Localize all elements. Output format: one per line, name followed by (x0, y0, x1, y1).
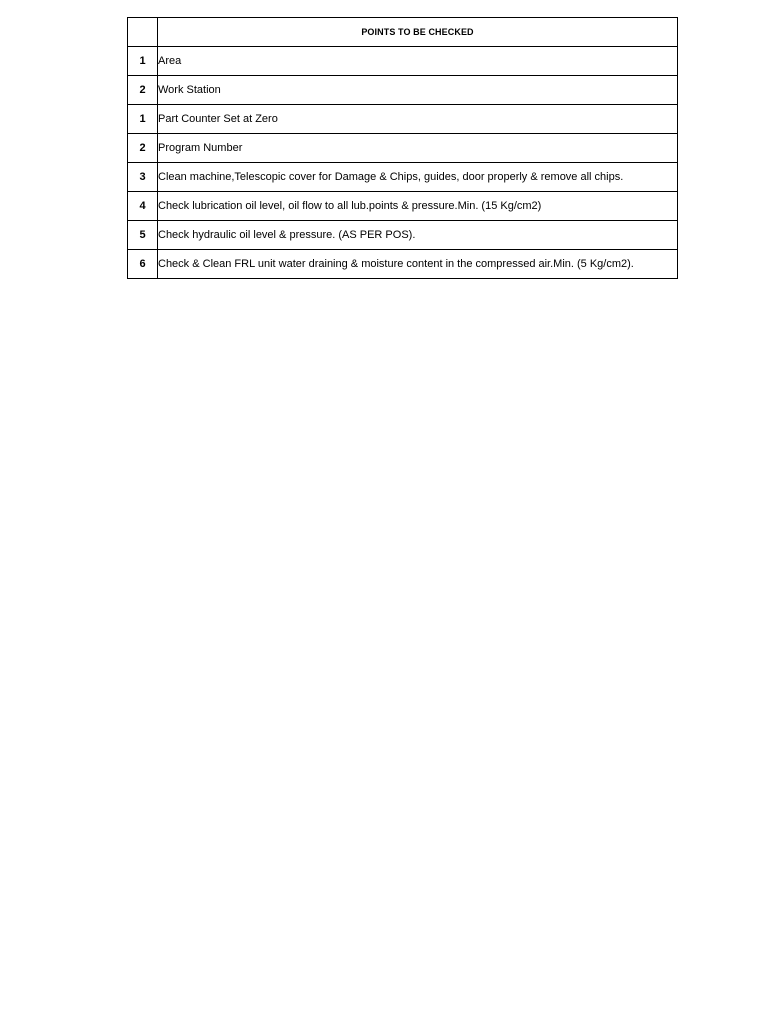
row-number: 5 (128, 221, 158, 250)
row-number: 3 (128, 163, 158, 192)
row-number: 6 (128, 250, 158, 279)
row-text: Check hydraulic oil level & pressure. (AS PER POS). (158, 221, 678, 250)
row-text: Part Counter Set at Zero (158, 105, 678, 134)
row-text: Program Number (158, 134, 678, 163)
table-row (128, 192, 678, 221)
table-row (128, 76, 678, 105)
row-number: 2 (128, 76, 158, 105)
checklist-table (127, 17, 678, 279)
header-number-cell (128, 18, 158, 47)
row-text: Work Station (158, 76, 678, 105)
header-row (128, 18, 678, 47)
row-number: 1 (128, 105, 158, 134)
table-row (128, 105, 678, 134)
row-number: 1 (128, 47, 158, 76)
table-row (128, 163, 678, 192)
row-text: Clean machine,Telescopic cover for Damage & Chips, guides, door properly & remove all chips. (158, 163, 678, 192)
row-number: 4 (128, 192, 158, 221)
header-title: POINTS TO BE CHECKED (158, 18, 678, 47)
table-row (128, 250, 678, 279)
row-number: 2 (128, 134, 158, 163)
checklist-sheet (127, 17, 678, 279)
row-text: Check & Clean FRL unit water draining & moisture content in the compressed air.Min. (5 Kg/cm2). (158, 250, 678, 279)
table-row (128, 47, 678, 76)
table-row (128, 221, 678, 250)
row-text: Check lubrication oil level, oil flow to all lub.points & pressure.Min. (15 Kg/cm2) (158, 192, 678, 221)
table-row (128, 134, 678, 163)
row-text: Area (158, 47, 678, 76)
